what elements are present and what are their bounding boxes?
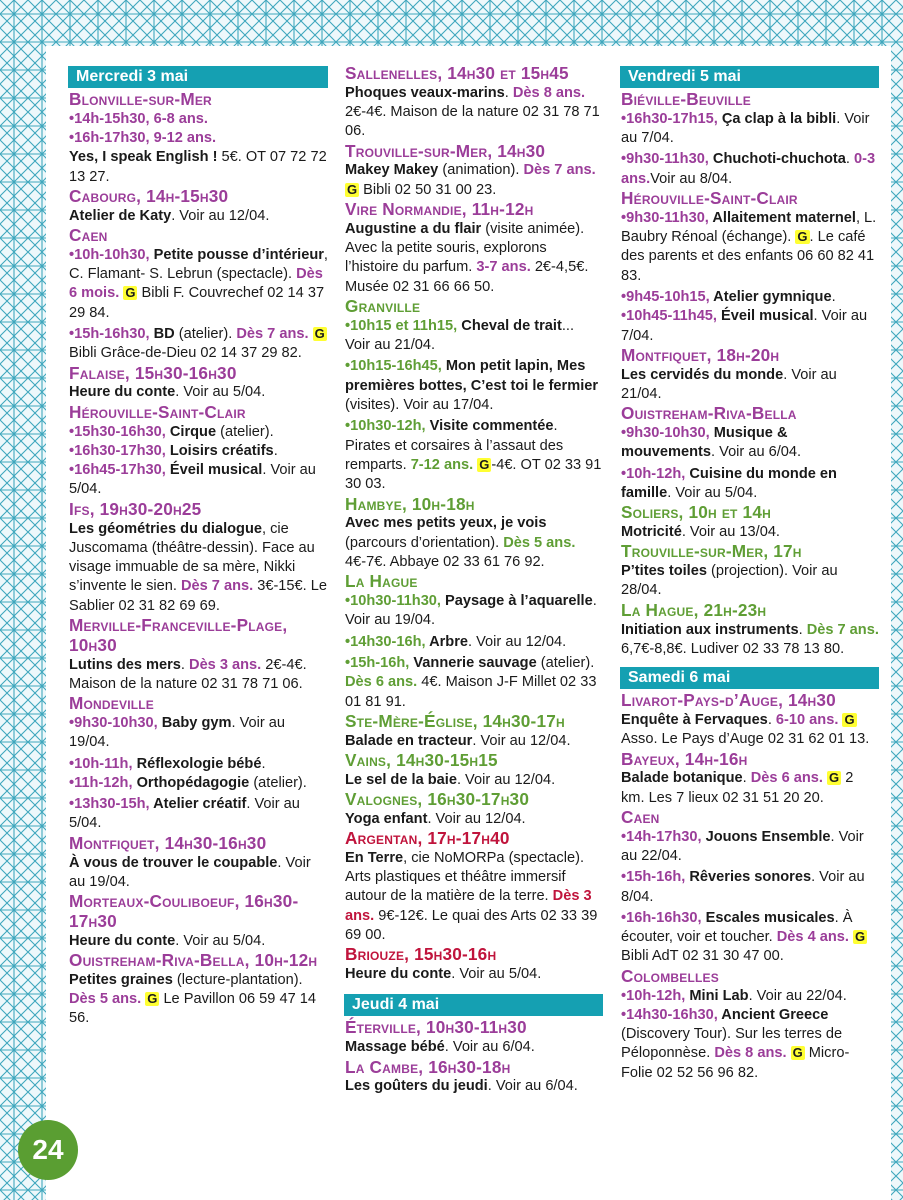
g-badge-icon: G [844,711,855,727]
event-entry [69,520,328,616]
event-info: (visites). Voir au 17/04. [345,397,494,414]
event-info: 5€. OT 07 72 72 13 27. [69,149,327,185]
event-info: Bibli AdT 02 31 30 47 00. [621,948,784,965]
event-info: , cie Juscomama (théâtre-dessin). Face au visage immuable de sa mère, Nikki s’invente le sien. [69,520,315,595]
town-name: Sallenelles, 14h30 et 15h45 [345,63,569,83]
event-title: Éveil musical [165,462,263,479]
event-title: Mini Lab [685,987,749,1004]
event-info: -4€. OT 02 33 91 30 03. [345,456,602,493]
age-range: Dès 5 ans. [69,991,142,1008]
g-badge-icon: G [797,229,808,245]
event-time: •16h-16h30, [621,909,702,926]
event-info: . [767,711,776,728]
event-entry [621,562,879,601]
age-range: Dès 6 mois. [69,266,323,302]
event-title: Enquête à Fervaques [621,711,768,728]
town-name: Argentan, 17h-17h40 [345,828,510,849]
event-entry [345,84,603,142]
event-entry [621,366,879,405]
event-time: •15h-16h30, [69,326,150,343]
event-title: Motricité [621,524,682,541]
event-time: •10h30-11h30, [345,593,441,610]
g-badge-icon: G [314,326,325,342]
event-info: . Voir au 5/04. [667,484,758,501]
event-entry [621,621,879,660]
event-entry [69,246,328,323]
event-info: . Voir au 7/04. [621,110,870,147]
event-title: Petites graines [69,971,173,988]
age-range: 3-7 ans. [476,259,531,276]
event-info: . Voir au 12/04. [468,633,567,650]
day-header: Jeudi 4 mai [344,994,603,1016]
event-entry [345,633,603,652]
town-name: Blonville-sur-Mer [69,89,212,109]
event-title: BD [149,326,175,343]
town-name: Granville [345,296,421,317]
event-time: •16h30-17h30, [69,442,166,459]
event-title: Yes, I speak English ! [69,149,218,166]
event-title: Allaitement maternel [708,209,856,226]
event-entry [621,465,879,504]
age-range: Dès 5 ans. [503,534,576,551]
town-name: La Hague, 21h-23h [621,599,767,620]
event-entry [69,423,328,442]
event-entry [69,110,328,129]
event-entry [69,755,328,774]
event-info: 4€-7€. Abbaye 02 33 61 76 92. [345,553,545,570]
event-title: Atelier gymnique [709,288,832,305]
town-name: Valognes, 16h30-17h30 [345,788,530,809]
town-name: Bayeux, 14h-16h [621,748,748,769]
event-title: Chuchoti-chuchota [708,151,846,168]
event-title: Baby gym [157,715,232,731]
event-time: •13h30-15h, [69,796,150,813]
event-title: Rêveries sonores [685,869,812,886]
event-title: Vannerie sauvage [409,654,537,671]
event-entry [69,932,328,951]
event-info: . Voir au 21/04. [621,366,837,402]
column-3 [621,64,879,1083]
event-info: , L. Baubry Rénoal (échange). [621,209,877,246]
event-info: Voir au 8/04. [650,170,733,187]
event-title: Makey Makey [345,162,439,179]
event-info: 9€-12€. Le quai des Arts 02 33 39 69 00. [345,907,598,944]
age-range: Dès 7 ans. [236,326,309,343]
event-title: Loisirs créatifs [165,442,274,459]
event-title: Atelier créatif [149,796,247,813]
event-entry [621,288,879,307]
event-entry [345,654,603,712]
event-entry [69,795,328,834]
event-info: . [261,755,266,772]
event-info: 2€-4€. Maison de la nature 02 31 78 71 06. [69,656,307,692]
event-info: (lecture-plantation). [172,971,303,988]
event-entry [69,714,328,753]
age-range: Dès 7 ans. [180,578,254,595]
event-title: Ça clap à la bibli [717,110,837,127]
town-name: Cabourg, 14h-15h30 [69,185,229,206]
event-title: Heure du conte [345,966,452,983]
event-title: Phoques veaux-marins [345,84,505,101]
age-range: 7-12 ans. [410,456,474,473]
event-title: Les géométries du dialogue [69,520,263,537]
event-info: . Voir au 19/04. [345,593,597,629]
event-info: (projection). Voir au 28/04. [621,563,838,599]
event-entry [345,771,603,790]
town-name: Hérouville-Saint-Clair [621,187,798,208]
event-title: Heure du conte [69,384,176,401]
event-info: (visite animée). Avec la petite souris, explorons l’histoire du parfum. [345,220,585,276]
event-info: . Voir au 12/04. [171,207,270,224]
event-info: , cie NoMORPa (spectacle). Arts plastiques et théâtre immersif autour de la matière de la terre. [345,849,584,905]
event-entry [345,417,603,494]
event-time: •16h30-17h15, [621,110,718,127]
age-range: 6-10 ans. [775,711,839,728]
event-time: •9h30-11h30, [621,209,709,226]
event-title: P’tites toiles [621,563,707,580]
event-info: (Discovery Tour). Sur les terres de Péloponnèse. [621,1026,843,1062]
town-name: Livarot-Pays-d’Auge, 14h30 [621,690,836,711]
town-name: Vire Normandie, 11h-12h [345,199,534,220]
page-number: 24 [18,1120,78,1180]
event-time: •14h30-16h30, [621,1006,718,1023]
event-info: . Voir au 7/04. [621,308,868,344]
event-info: . Voir au 5/04. [69,462,316,498]
event-entry [69,129,328,148]
event-title: Le sel de la baie [345,771,457,788]
event-entry [69,148,328,187]
event-info: . Voir au 8/04. [621,869,865,905]
event-title: Petite pousse d’intérieur [149,246,324,263]
event-entry [621,523,879,542]
event-time: •14h-15h30, 6-8 ans. [69,110,208,127]
event-title: Paysage à l’aquarelle [440,593,593,610]
event-title: Les cervidés du monde [621,366,784,383]
event-entry [345,514,603,572]
event-info: Le Pavillon 06 59 47 14 56. [69,991,316,1027]
day-header: Vendredi 5 mai [620,66,879,88]
event-title: Balade botanique [621,770,743,787]
event-title: Arbre [425,633,469,650]
age-range: 0-3 ans. [621,151,876,187]
event-title: Balade en tracteur [345,732,473,749]
town-name: Hambye, 10h-18h [345,493,475,514]
event-info: . Voir au 6/04. [487,1078,578,1095]
event-entry [345,592,603,631]
town-name: Ouistreham-Riva-Bella, 10h-12h [69,950,318,971]
town-name: Ouistreham-Riva-Bella [621,403,797,424]
event-info: Bibli Grâce-de-Dieu 02 14 37 29 82. [69,345,302,362]
g-badge-icon: G [147,991,158,1007]
event-title: Yoga enfant [345,810,428,827]
event-time: •10h45-11h45, [621,308,717,325]
g-badge-icon: G [829,770,840,786]
age-range: Dès 3 ans. [189,656,262,673]
event-info: . Voir au 22/04. [748,987,847,1004]
event-info: . Voir au 5/04. [175,384,266,401]
event-entry [345,357,603,415]
event-entry [345,161,603,200]
column-1 [69,64,328,1029]
town-name: Montfiquet, 18h-20h [621,344,780,365]
event-entry [345,810,603,829]
event-title: Cirque [165,423,217,440]
event-title: Atelier de Katy [69,207,172,224]
event-entry [69,207,328,226]
event-info: , C. Flamant- S. Lebrun (spectacle). [69,246,328,283]
event-info: 6,7€-8,8€. Ludiver 02 33 78 13 80. [621,640,845,657]
event-info: . Voir au 22/04. [621,828,864,864]
event-entry [621,987,879,1006]
event-title: Visite commentée [425,418,554,435]
event-info: Bibli F. Couvrechef 02 14 37 29 84. [69,285,325,321]
event-entry [621,828,879,867]
event-time: •9h30-11h30, [621,151,709,168]
town-name: Ste-Mère-Église, 14h30-17h [345,710,565,731]
event-entry [69,461,328,500]
event-title: Les goûters du jeudi [345,1078,488,1095]
event-info: . [180,656,190,673]
event-entry [621,868,879,907]
event-time: •16h-17h30, 9-12 ans. [69,130,217,147]
event-time: •9h30-10h30, [69,715,158,731]
event-title: Orthopédagogie [132,774,250,791]
event-entry [69,854,328,893]
event-info: . [504,84,513,101]
town-name: Falaise, 15h30-16h30 [69,362,237,383]
age-range: Dès 7 ans. [806,621,879,638]
age-range: Dès 8 ans. [714,1045,787,1062]
event-info: ... Voir au 21/04. [345,317,575,354]
event-entry [345,849,603,945]
event-info: . Voir au 6/04. [711,444,802,461]
event-entry [345,732,603,751]
event-title: Initiation aux instruments [621,621,799,638]
event-time: •10h-10h30, [69,246,150,263]
age-range: Dès 4 ans. [776,929,849,946]
town-name: Caen [69,225,108,246]
g-badge-icon: G [479,456,490,472]
event-entry [69,656,328,695]
event-info: 4€. Maison J-F Millet 02 33 01 81 91. [345,674,597,710]
event-info: Micro-Folie 02 52 56 96 82. [621,1045,850,1081]
event-info: . Voir au 12/04. [456,771,556,788]
event-title: Cheval de trait [457,317,562,334]
town-name: Briouze, 15h30-16h [345,944,497,965]
event-info: . Voir au 5/04. [451,966,542,983]
age-range: Dès 6 ans. [345,674,418,691]
event-info: (atelier). [174,326,237,343]
event-title: Réflexologie bébé [132,755,262,772]
event-title: Escales musicales [701,909,835,926]
event-entry [69,383,328,402]
town-name: Éterville, 10h30-11h30 [345,1017,527,1038]
event-title: Éveil musical [716,308,814,325]
event-info: . Pirates et corsaires à l’assaut des remparts. [345,418,564,473]
town-name: Biéville-Beuville [621,89,751,109]
event-info: . [845,151,854,168]
event-time: •10h15-16h45, [345,358,442,375]
town-name: Merville-Franceville-Plage, 10h30 [69,615,288,655]
event-title: Mon petit lapin, Mes premières bottes, C’est toi le fermier [345,358,599,394]
event-info: . Voir au 19/04. [69,715,286,751]
event-entry [69,971,328,1029]
age-range: Dès 8 ans. [512,84,586,101]
town-name: Caen [621,806,660,827]
age-range: Dès 7 ans. [523,162,596,179]
event-title: Cuisine du monde en famille [621,465,837,501]
event-info: . Voir au 19/04. [69,854,311,890]
event-time: •10h15 et 11h15, [345,317,458,334]
event-entry [69,774,328,793]
event-title: Jouons Ensemble [701,828,831,845]
town-name: Soliers, 10h et 14h [621,502,771,523]
event-info: 2€-4€. Maison de la nature 02 31 78 71 06. [345,104,600,140]
age-range: Dès 3 ans. [345,888,592,924]
event-time: •9h45-10h15, [621,288,710,305]
event-entry [621,307,879,346]
town-name: Ifs, 19h30-20h25 [69,498,202,519]
event-entry [345,1077,603,1096]
event-time: •10h-12h, [621,465,686,482]
event-entry [345,220,603,297]
event-entry [345,317,603,356]
column-2 [345,64,603,1097]
town-name: Colombelles [621,965,719,986]
event-info: (animation). [438,162,524,179]
day-header: Mercredi 3 mai [68,66,328,88]
event-info: . Voir au 5/04. [69,796,300,832]
g-badge-icon: G [855,929,866,945]
event-time: •16h45-17h30, [69,462,166,479]
event-entry [621,909,879,967]
town-name: Mondeville [69,693,154,714]
event-info: . Voir au 6/04. [444,1039,535,1056]
event-time: •10h30-12h, [345,418,426,435]
event-info: . Voir au 12/04. [472,732,571,749]
event-info: . À écouter, voir et toucher. [621,909,853,946]
event-entry [621,110,879,149]
event-entry [345,965,603,984]
event-info: . Voir au 12/04. [427,810,526,827]
event-entry [621,150,879,189]
event-info: . Voir au 5/04. [175,932,266,949]
age-range: Dès 6 ans. [750,770,823,787]
event-entry [345,1038,603,1057]
event-info: (parcours d’orientation). [345,534,504,551]
event-info: . [742,770,751,787]
event-info: 2€-4,5€. Musée 02 31 66 66 50. [345,259,589,295]
event-title: Lutins des mers [69,656,181,673]
event-time: •11h-12h, [69,774,133,791]
town-name: Montfiquet, 14h30-16h30 [69,832,267,853]
event-time: •15h30-16h30, [69,423,166,440]
event-info: . Le café des parents et des enfants 06 60 82 41 83. [621,229,875,284]
event-entry [69,325,328,364]
event-info: (atelier). [249,774,307,791]
g-badge-icon: G [792,1045,803,1061]
event-info: 3€-15€. Le Sablier 02 31 82 69 69. [69,578,327,614]
town-name: Morteaux-Couliboeuf, 16h30-17h30 [69,891,299,931]
event-time: •14h30-16h, [345,633,426,650]
event-time: •10h-12h, [621,987,686,1004]
event-entry [69,442,328,461]
event-entry [621,209,879,286]
event-title: À vous de trouver le coupable [69,854,278,871]
event-info: . [831,288,836,305]
town-name: La Hague [345,571,418,592]
town-name: Hérouville-Saint-Clair [69,401,246,422]
event-info: 2 km. Les 7 lieux 02 31 51 20 20. [621,770,854,806]
town-name: La Cambe, 16h30-18h [345,1056,511,1077]
event-time: •9h30-10h30, [621,425,710,442]
town-name: Trouville-sur-Mer, 17h [621,541,802,562]
event-title: En Terre [345,849,404,866]
event-entry [621,1006,879,1083]
event-title: Augustine a du flair [345,220,482,237]
day-header: Samedi 6 mai [620,667,879,689]
event-entry [621,424,879,463]
event-info: (atelier). [536,654,595,671]
event-time: •10h-11h, [69,755,133,772]
g-badge-icon: G [125,285,136,301]
event-info: . [798,621,807,638]
event-title: Avec mes petits yeux, je vois [345,515,547,532]
event-info: Bibli 02 50 31 00 23. [359,181,497,198]
town-name: Trouville-sur-Mer, 14h30 [345,140,546,161]
town-name: Vains, 14h30-15h15 [345,749,498,770]
event-title: Musique & mouvements [621,425,788,461]
event-info: Asso. Le Pays d’Auge 02 31 62 01 13. [621,731,870,748]
event-entry [621,711,879,750]
event-title: Massage bébé [345,1039,445,1056]
event-time: •14h-17h30, [621,828,702,845]
g-badge-icon: G [347,181,358,197]
event-time: •15h-16h, [621,869,686,886]
event-info: . Voir au 13/04. [681,524,780,541]
event-title: Ancient Greece [717,1006,829,1023]
event-entry [621,769,879,808]
event-time: •15h-16h, [345,654,410,671]
event-title: Heure du conte [69,932,176,949]
event-info: (atelier). [216,423,274,440]
event-info: . [273,442,278,459]
